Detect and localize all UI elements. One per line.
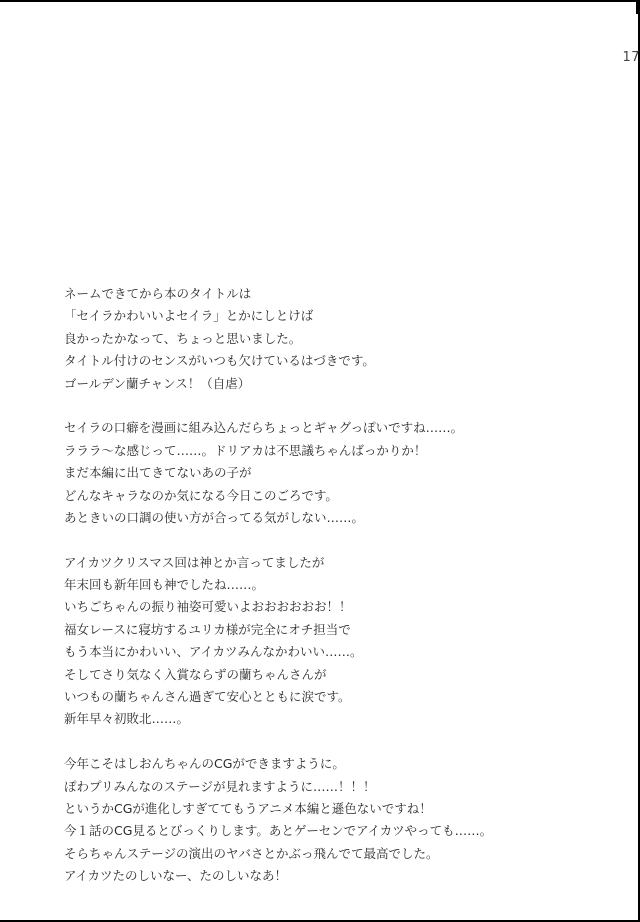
text-line: あときいの口調の使い方が合ってる気がしない……。 [64,509,365,525]
text-line: 新年早々初敗北……。 [64,711,190,727]
text-line: そしてさり気なく入賞ならずの蘭ちゃんさんが [64,666,327,682]
text-line: 「セイラかわいいよセイラ」とかにしとけば [64,308,314,324]
text-line: ラララ～な感じって……。ドリアカは不思議ちゃんばっかりか！ [64,442,427,458]
text-line: アイカツクリスマス回は神とか言ってましたが [64,554,325,570]
paragraph-2 [64,417,492,529]
text-line: ゴールデン蘭チャンス！（自虐） [64,375,251,391]
text-line: いつもの蘭ちゃんさん過ぎて安心とともに涙です。 [64,689,351,705]
text-line: ネームできてから本のタイトルは [64,286,252,301]
text-line: アイカツたのしいなー、たのしいなあ！ [64,868,288,884]
text-line: そらちゃんステージの演出のヤバさとかぶっ飛んでて最高でした。 [64,845,439,861]
text-line: 年末回も新年回も神でしたね……。 [64,577,265,593]
text-line: ぽわプリみんなのステージが見れますように……！！！ [64,778,376,794]
text-line: まだ本編に出てきてないあの子が [64,465,252,481]
text-line: というかCGが進化しすぎててもうアニメ本編と遜色ないですね！ [64,800,432,816]
scan-edge-top [0,0,640,2]
text-line: 良かったかなって、ちょっと思いました。 [64,330,302,346]
paragraph-1 [64,283,492,395]
text-line: いちごちゃんの振り袖姿可愛いよおおおおおお！！ [64,599,352,615]
text-line: 今年こそはしおんちゃんのCGができますように。 [64,756,345,772]
page-number: 17 [622,50,640,65]
text-line: どんなキャラなのか気になる今日このごろです。 [64,487,338,503]
text-line: 今１話のCG見るとびっくりします。あとゲーセンでアイカツやっても……。 [64,823,493,839]
text-line: もう本当にかわいい、アイカツみんなかわいい……。 [64,644,363,660]
text-line: セイラの口癖を漫画に組み込んだらちょっとギャグっぽいですね……。 [64,420,464,436]
paragraph-4 [64,753,492,887]
afterword-text [64,283,492,888]
text-line: タイトル付けのセンスがいつも欠けているはづきです。 [64,353,375,369]
paragraph-3 [64,552,492,731]
text-line: 福女レースに寝坊するユリカ様が完全にオチ担当で [64,621,351,637]
